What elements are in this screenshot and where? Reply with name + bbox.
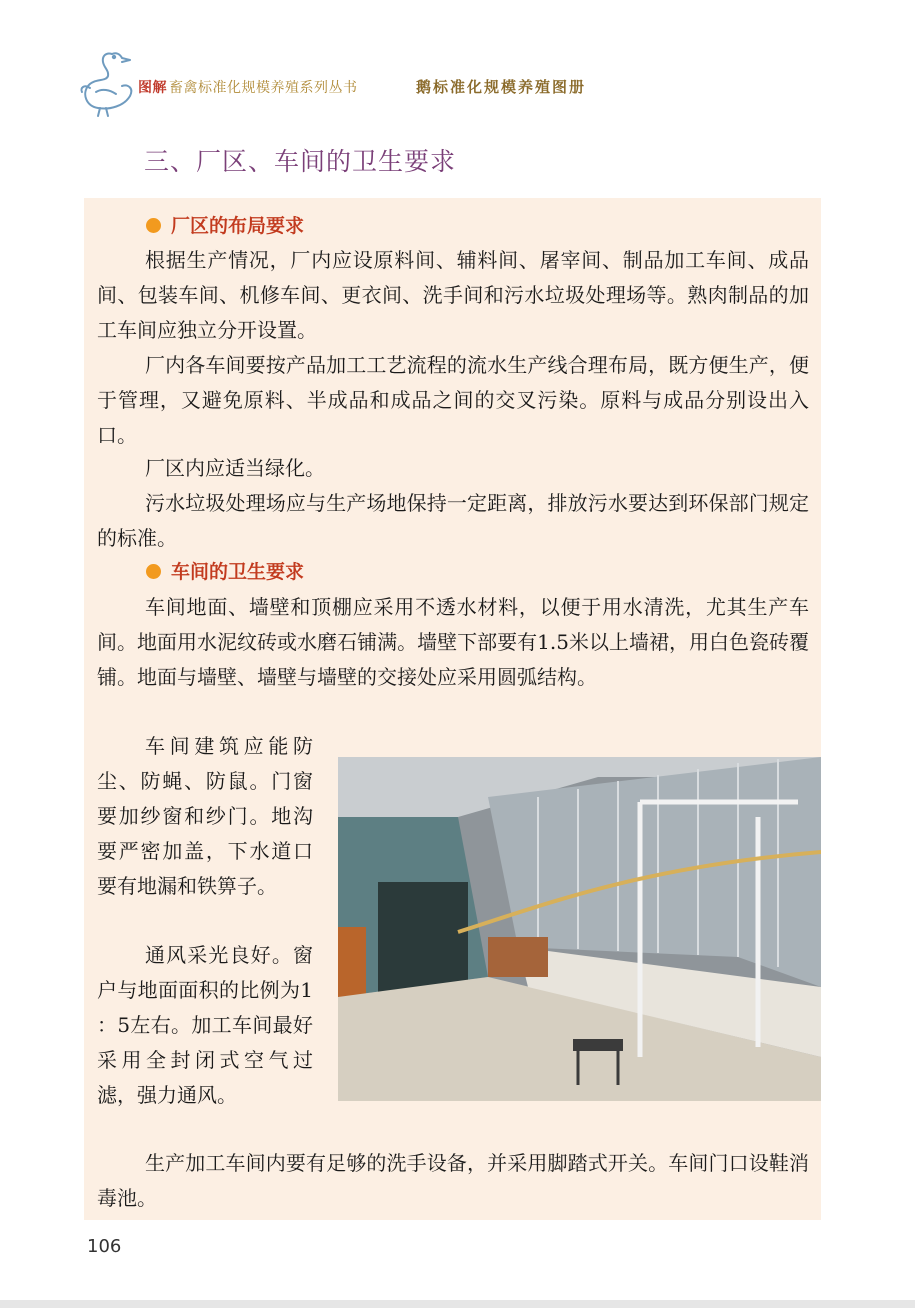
book-title: 鹅标准化规模养殖图册 [416,78,587,96]
paragraph-beside-photo: 车间建筑应能防尘、防蝇、防鼠。门窗要加纱窗和纱门。地沟要严密加盖，下水道口要有地漏和铁箅子。 [97,734,313,898]
series-title [138,77,358,97]
paragraph: 车间地面、墙壁和顶棚应采用不透水材料，以便于用水清洗，尤其生产车间。地面用水泥纹砖或水磨石铺满。墙壁下部要有1.5米以上墙裙，用白色瓷砖覆铺。地面与墙壁、墙壁与墙壁的交接处应采用圆弧结构。 [97,595,809,689]
subheading-layout [146,211,304,241]
paragraph: 厂区内应适当绿化。 [145,456,325,480]
series-tag: 图解 [138,80,167,96]
workshop-photo [338,757,821,1101]
paragraph: 污水垃圾处理场应与生产场地保持一定距离，排放污水要达到环保部门规定的标准。 [97,491,809,550]
page-number: 106 [87,1236,122,1257]
subheading-hygiene [146,557,304,587]
orange-bullet-icon [146,564,161,579]
section-title: 三、厂区、车间的卫生要求 [144,147,457,176]
series-title-text: 畜禽标准化规模养殖系列丛书 [169,80,358,96]
paragraph-beside-photo: 通风采光良好。窗户与地面面积的比例为1 ：5左右。加工车间最好采用全封闭式空气过滤，强力通风。 [97,943,313,1107]
orange-bullet-icon [146,218,161,233]
paragraph: 根据生产情况，厂内应设原料间、辅料间、屠宰间、制品加工车间、成品间、包装车间、机修车间、更衣间、洗手间和污水垃圾处理场等。熟肉制品的加工车间应独立分开设置。 [97,248,809,342]
page-header [0,0,915,130]
bottom-rule [0,1300,915,1308]
subheading-text: 厂区的布局要求 [171,215,305,237]
paragraph: 厂内各车间要按产品加工工艺流程的流水生产线合理布局，既方便生产，便于管理，又避免原料、半成品和成品之间的交叉污染。原料与成品分别设出入口。 [97,353,809,447]
paragraph: 生产加工车间内要有足够的洗手设备，并采用脚踏式开关。车间门口设鞋消毒池。 [97,1151,809,1210]
subheading-text: 车间的卫生要求 [171,561,305,583]
goose-logo-icon [76,44,138,118]
